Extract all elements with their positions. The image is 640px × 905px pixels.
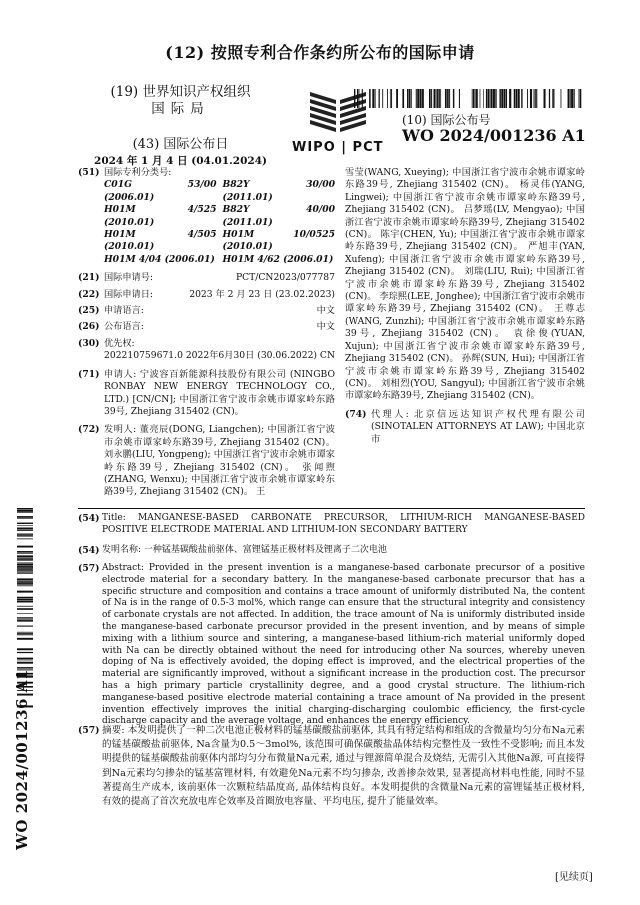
classification-item: H01M 10/0525 (2010.01) [222,229,335,253]
publication-number-block [402,112,586,144]
title-zh-text: 发明名称: 一种锰基碳酸盐前驱体、富锂锰基正极材料及锂离子二次电池 [102,545,387,555]
field-26 [78,321,335,333]
pubdate-value: 2024 年 1 月 4 日 (04.01.2024) [94,155,267,167]
side-publication-number: WO 2024/001236 A1 [13,669,31,850]
field-22 [78,289,335,301]
abstract-en-text: Abstract: Provided in the present invention is a manganese-based carbonate precursor of a positive electrode material for a secondary battery. In the manganese-based carbonate precursor that has a specific structure and composition and contains a trace amount of uniformly distributed Na, the content of Na is in the range of 0.5-3 mol%, which range can ensure that the structural integrity and consistency of carbonate crystals are not affected. In addition, the trace amount of Na is uniformly distributed inside the manganese-based carbonate precursor provided in the present invention, and by means of simple mixing with a lithium source and sintering, a manganese-based lithium-rich material uniformly doped with Na can be directly obtained without the need for introducing other Na sources, whereby uneven doping of Na is effectively avoided, the doping effect is improved, and the electrical properties of the material are significantly improved, without a significant increase in the production cost. The precursor has a high primary particle crystallinity degree, and a good crystal structure. The lithium-rich manganese-based positive electrode material containing a trace amount of Na provided in the present invention effectively improves the initial charging-discharging coulombic efficiency, the first-cycle discharge capacity and the average voltage, and enhances the energy efficiency. [102,563,585,727]
field-label: 申请语言: [104,305,144,317]
left-column [78,167,335,499]
pubnum-label: (10) 国际公布号 [402,113,491,127]
field-number: (21) [78,272,100,284]
continued-note: [见续页] [555,872,593,883]
agent-text: 代理人: 北京信远达知识产权代理有限公司 (SINOTALEN ATTORNEYS AT LAW); 中国北京市 [371,408,585,445]
field-51 [78,167,335,266]
priority-country: CN [319,350,335,362]
right-column [345,167,585,446]
field-21 [78,272,335,284]
field-number: (57) [78,725,100,736]
field-number: (57) [78,563,100,574]
inventors-continued: 雪莹(WANG, Xueying); 中国浙江省宁波市余姚市谭家岭东路39号, Zhejiang 315402 (CN)。 杨灵伟(YANG, Lingwei); 中国浙江省宁波市余姚市谭家岭东路39号, Zhejiang 315402 (CN)。 吕梦瑶(LV, Mengyao); 中国浙江省宁波市余姚市谭家岭东路39号, Zhejiang 315402 (CN)。 陈宇(CHEN, Yu); 中国浙江省宁波市余姚市谭家岭东路39号, Zhejiang 315402 (CN)。 严旭丰(YAN, Xufeng); 中国浙江省宁波市余姚市谭家岭东路39号, Zhejiang 315402 (CN)。 刘瑞(LIU, Rui); 中国浙江省宁波市余姚市谭家岭东路39号, Zhejiang 315402 (CN)。 李琮熙(LEE, Jonghee); 中国浙江省宁波市余姚市谭家岭东路39号, Zhejiang 315402 (CN)。 王尊志(WANG, Zunzhi); 中国浙江省宁波市余姚市谭家岭东路39号, Zhejiang 315402 (CN)。 袁徐俊(YUAN, Xujun); 中国浙江省宁波市余姚市谭家岭东路39号, Zhejiang 315402 (CN)。 孙辉(SUN, Hui); 中国浙江省宁波市余姚市谭家岭东路39号, Zhejiang 315402 (CN)。 刘相烈(YOU, Sangyul); 中国浙江省宁波市余姚市谭家岭东路39号, Zhejiang 315402 (CN)。 [345,167,585,402]
pubnum-value: WO 2024/001236 A1 [402,126,586,145]
inventors-text: 发明人: 董亮辰(DONG, Liangchen); 中国浙江省宁波市余姚市谭家岭东路39号, Zhejiang 315402 (CN)。 刘永鹏(LIU, Yongpeng); 中国浙江省宁波市余姚市谭家岭东路39号, Zhejiang 315402 (CN)。 张闻煦(ZHANG, Wenxu); 中国浙江省宁波市余姚市谭家岭东路39号, Zhejiang 315402 (CN)。 王 [104,424,335,498]
field-71 [78,369,335,419]
field-value: 2023 年 2 月 23 日 (23.02.2023) [189,288,335,300]
field-number: (71) [78,368,100,380]
abstract-en [78,563,585,728]
field-30 [78,338,335,363]
classification-item: H01M 4/505 (2010.01) [104,229,217,253]
document-title: (12) 按照专利合作条约所公布的国际申请 [165,43,475,62]
org-bureau: 国际局 [151,101,210,117]
abstract-zh [78,724,585,809]
title-en [78,513,585,537]
organization-block [78,84,283,170]
classification-item: C01G 53/00 (2006.01) [104,179,217,203]
classification-list [104,179,335,266]
field-value: 中文 [316,305,335,317]
field-25 [78,305,335,317]
field-number: (54) [78,513,100,524]
field-number: (22) [78,288,100,300]
field-label: 优先权: [104,337,135,349]
field-number: (51) [78,167,100,178]
priority-number: 202210759671.0 [104,350,183,362]
field-number: (54) [78,545,100,556]
section-divider [78,508,585,509]
applicant-text: 申请人: 宁波容百新能源科技股份有限公司 (NINGBO RONBAY NEW ENERGY TECHNOLOGY CO., LTD.) [CN/CN]; 中国浙江省宁波市余姚市谭家岭东路39号, Zhejiang 315402 (CN)。 [104,368,335,417]
field-number: (74) [345,408,367,420]
priority-date: 2022年6月30日 (30.06.2022) [185,350,318,362]
title-en-text: Title: MANGANESE-BASED CARBONATE PRECURSOR, LITHIUM-RICH MANGANESE-BASED POSITIVE ELECTRODE MATERIAL AND LITHIUM-ION SECONDARY BATTERY [102,513,585,535]
field-number: (72) [78,424,100,436]
field-74 [345,409,585,446]
classification-item: H01M 4/04 (2006.01) [104,253,215,265]
classification-item: H01M 4/62 (2006.01) [222,253,334,265]
top-barcode [354,89,584,108]
wipo-pct-wordmark: WIPO | PCT [292,140,384,155]
pubdate-label: (43) 国际公布日 [132,137,229,152]
field-number: (30) [78,337,100,349]
org-name: (19) 世界知识产权组织 [110,84,251,100]
field-label: 公布语言: [104,321,144,333]
field-number: (25) [78,305,100,317]
classification-item: B82Y 30/00 (2011.01) [222,179,335,203]
classification-item: H01M 4/525 (2010.01) [104,204,217,228]
field-number: (26) [78,321,100,333]
abstract-zh-text: 摘要: 本发明提供了一种二次电池正极材料的锰基碳酸盐前驱体, 其具有特定结构和组成的含微量均匀分布Na元素的锰基碳酸盐前驱体, Na含量为0.5～3mol%, 该范围可确保碳酸盐晶体结构完整性及一致性不受影响; 而且本发明提供的锰基碳酸盐前驱体内部均匀分布微量Na元素, 通过与锂源简单混合及烧结, 无需引入其他Na源, 可直接得到Na元素均匀掺杂的锰基富锂材料, 有效避免Na元素不均匀掺杂, 改善掺杂效果, 显著提高材料电性能, 同时不显著提高生产成本, 该前驱体一次颗粒结晶度高, 晶体结构良好。本发明提供的含微量Na元素的富锂锰基正极材料, 有效的提高了首次充放电库仑效率及首圈放电容量、平均电压, 提升了能量效率。 [102,725,585,808]
field-label: 国际申请日: [104,288,154,300]
field-value: PCT/CN2023/077787 [235,272,335,284]
title-zh [78,545,585,557]
field-value: 中文 [316,321,335,333]
field-label: 国际申请号: [104,272,154,284]
field-label: 国际专利分类号: [104,167,172,178]
classification-item: B82Y 40/00 (2011.01) [222,204,335,228]
field-72 [78,424,335,498]
